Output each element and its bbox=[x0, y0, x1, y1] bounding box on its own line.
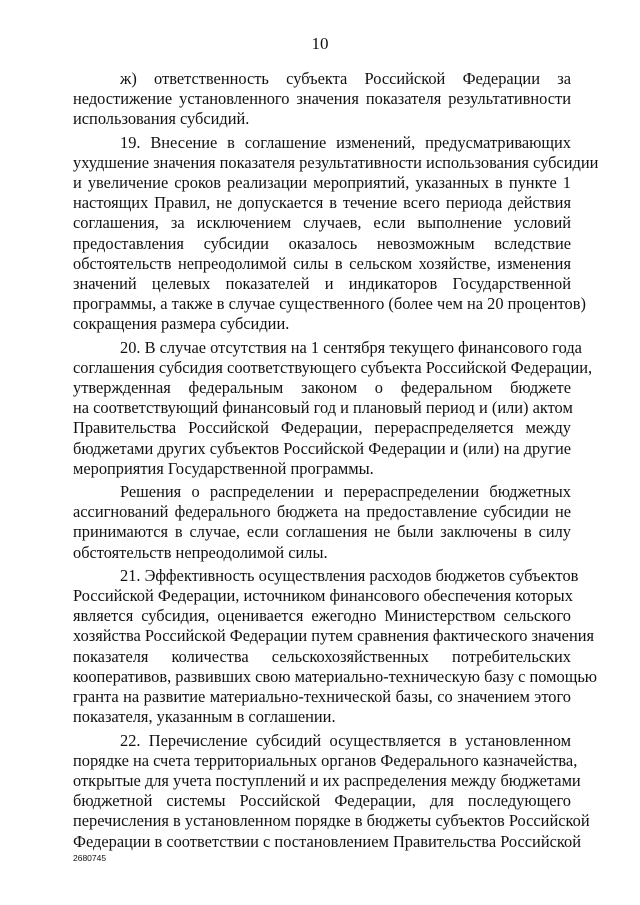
paragraph bbox=[73, 132, 599, 335]
text-line: кооперативов, развивших свою материально-техническую базу с помощью bbox=[73, 666, 598, 686]
text-line: Правительства Российской Федерации, перераспределяется между bbox=[73, 418, 571, 438]
text-line: показателя количества сельскохозяйственных потребительских bbox=[73, 646, 571, 666]
text-line: на соответствующий финансовый год и плановый период и (или) актом bbox=[73, 398, 573, 418]
text-line: порядке на счета территориальных органов Федерального казначейства, bbox=[73, 750, 578, 770]
text-line: предоставления субсидии оказалось невозможным вследствие bbox=[73, 233, 571, 253]
text-line: мероприятия Государственной программы. bbox=[73, 458, 374, 478]
text-line: Федерации в соответствии с постановлением Правительства Российской bbox=[73, 831, 581, 851]
text-line: 19. Внесение в соглашение изменений, предусматривающих bbox=[120, 132, 571, 152]
text-line: ж) ответственность субъекта Российской Федерации за bbox=[120, 69, 571, 88]
text-line: сокращения размера субсидии. bbox=[73, 314, 290, 334]
text-line: и увеличение сроков реализации мероприятий, указанных в пункте 1 bbox=[73, 173, 571, 193]
text-line: бюджетами других субъектов Российской Федерации и (или) на другие bbox=[73, 438, 571, 458]
text-line: значений целевых показателей и индикаторов Государственной bbox=[73, 274, 571, 294]
text-line: Решения о распределении и перераспределении бюджетных bbox=[120, 482, 571, 502]
paragraph bbox=[73, 482, 571, 563]
text-line: программы, а также в случае существенного (более чем на 20 процентов) bbox=[73, 294, 586, 314]
text-line: перечисления в установленном порядке в бюджеты субъектов Российской bbox=[73, 811, 590, 831]
page-number: 10 bbox=[311, 34, 329, 53]
document-body bbox=[73, 69, 599, 855]
text-line: ассигнований федерального бюджета на предоставление субсидии не bbox=[73, 502, 571, 522]
paragraph bbox=[73, 730, 590, 852]
text-line: 21. Эффективность осуществления расходов бюджетов субъектов bbox=[120, 565, 579, 585]
text-line: гранта на развитие материально-технической базы, со значением этого bbox=[73, 687, 571, 707]
text-line: обстоятельств непреодолимой силы в сельском хозяйстве, изменения bbox=[73, 253, 571, 273]
text-line: бюджетной системы Российской Федерации, для последующего bbox=[73, 791, 571, 811]
text-line: настоящих Правил, не допускается в течение всего периода действия bbox=[73, 193, 571, 213]
text-line: хозяйства Российской Федерации путем сравнения фактического значения bbox=[73, 626, 595, 646]
text-line: 22. Перечисление субсидий осуществляется в установленном bbox=[120, 730, 571, 750]
text-line: открытые для учета поступлений и их распределения между бюджетами bbox=[73, 770, 581, 790]
text-line: использования субсидий. bbox=[73, 109, 250, 129]
text-line: ухудшение значения показателя результативности использования субсидии bbox=[73, 152, 599, 172]
paragraph bbox=[73, 69, 571, 130]
text-line: утвержденная федеральным законом о федеральном бюджете bbox=[73, 378, 571, 398]
paragraph bbox=[73, 565, 598, 728]
text-line: обстоятельств непреодолимой силы. bbox=[73, 542, 328, 562]
text-line: соглашения, за исключением случаев, если выполнение условий bbox=[73, 213, 571, 233]
text-line: соглашения субсидия соответствующего субъекта Российской Федерации, bbox=[73, 357, 593, 377]
text-line: 20. В случае отсутствия на 1 сентября текущего финансового года bbox=[120, 337, 582, 357]
text-line: недостижение установленного значения показателя результативности bbox=[73, 89, 571, 109]
text-line: принимаются в случае, если соглашения не были заключены в силу bbox=[73, 522, 571, 542]
paragraph bbox=[73, 337, 593, 479]
text-line: показателя, указанным в соглашении. bbox=[73, 707, 336, 727]
text-line: Российской Федерации, источником финансового обеспечения которых bbox=[73, 586, 573, 606]
text-line: является субсидия, оценивается ежегодно Министерством сельского bbox=[73, 606, 571, 626]
document-code: 2680745 bbox=[73, 853, 107, 863]
